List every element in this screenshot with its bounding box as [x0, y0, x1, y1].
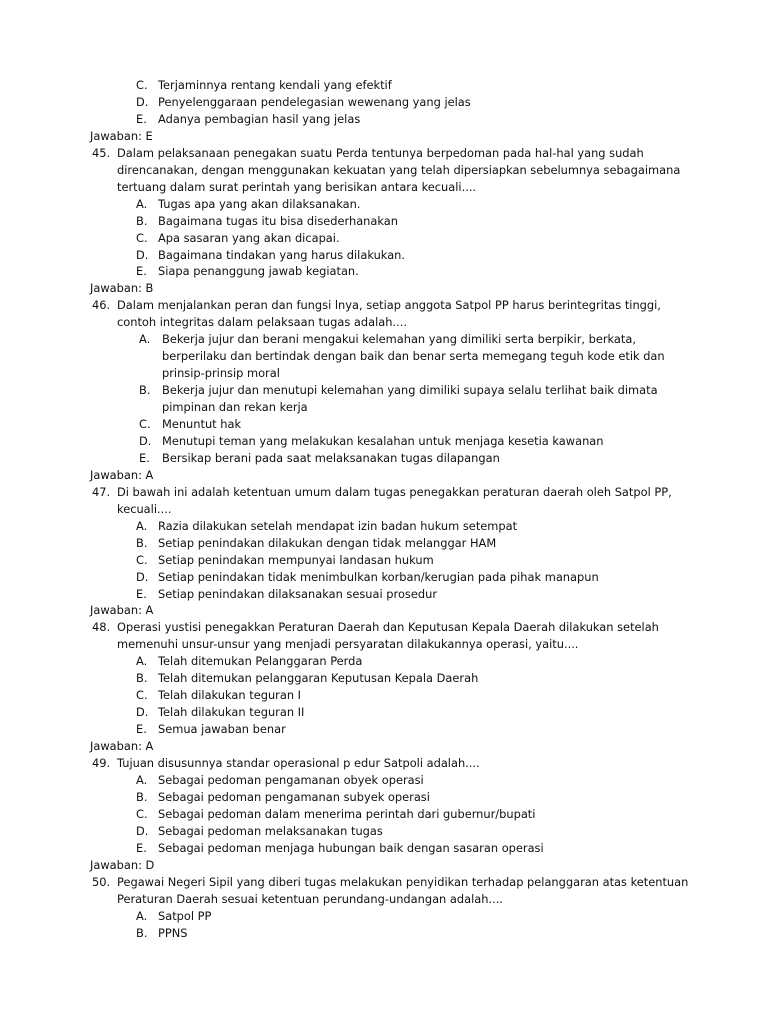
question-number: 46. — [92, 298, 111, 313]
option-text: Penyelenggaraan pendelegasian wewenang yang jelas — [158, 94, 471, 109]
option-letter: C. — [139, 417, 151, 431]
option-text: Telah dilakukan teguran II — [158, 705, 305, 720]
option-letter: A. — [136, 908, 148, 923]
option-letter: D. — [136, 569, 149, 584]
question-text: Dalam pelaksanaan penegakan suatu Perda tentunya berpedoman pada hal-hal yang sudah — [117, 145, 644, 160]
option-text: Razia dilakukan setelah mendapat izin badan hukum setempat — [158, 518, 518, 533]
answer-key: Jawaban: E — [90, 128, 153, 143]
answer-key: Jawaban: B — [90, 281, 154, 296]
option-text: Menuntut hak — [162, 417, 242, 431]
question-text: Di bawah ini adalah ketentuan umum dalam tugas penegakkan peraturan daerah oleh Satpol PP, — [117, 484, 672, 499]
option-letter: C. — [136, 552, 148, 567]
option-letter: E. — [136, 586, 147, 601]
option-letter: B. — [136, 789, 148, 804]
option-text: Siapa penanggung jawab kegiatan. — [158, 264, 359, 279]
option-letter: D. — [136, 823, 149, 838]
option-letter: C. — [136, 806, 148, 821]
option-text: Telah ditemukan Pelanggaran Perda — [158, 654, 363, 669]
answer-key: Jawaban: A — [90, 739, 154, 754]
option-letter: B. — [139, 383, 151, 398]
answer-key: Jawaban: A — [90, 603, 154, 618]
option-text: Bekerja jujur dan berani mengakui kelemahan yang dimiliki serta berpikir, berkata, — [162, 332, 636, 347]
option-text: Setiap penindakan mempunyai landasan hukum — [158, 552, 434, 567]
option-text: Telah dilakukan teguran I — [158, 688, 302, 703]
question-text: Tujuan disusunnya standar operasional p edur Satpoli adalah.... — [117, 756, 480, 770]
option-letter: D. — [136, 247, 149, 262]
option-letter: A. — [139, 332, 151, 347]
option-text: Semua jawaban benar — [158, 722, 286, 737]
option-text: Bekerja jujur dan menutupi kelemahan yang dimiliki supaya selalu terlihat baik dimata — [162, 383, 658, 398]
option-text: Menutupi teman yang melakukan kesalahan untuk menjaga kesetia kawanan — [162, 433, 604, 448]
question-number: 50. — [92, 874, 111, 889]
answer-key: Jawaban: A — [90, 467, 154, 482]
question-text: Dalam menjalankan peran dan fungsi lnya, setiap anggota Satpol PP harus berintegritas tinggi, — [117, 298, 661, 313]
option-letter: D. — [139, 433, 152, 448]
option-text: Adanya pembagian hasil yang jelas — [158, 111, 361, 126]
option-text: Sebagai pedoman melaksanakan tugas — [158, 823, 383, 838]
option-letter: B. — [136, 213, 148, 228]
option-text: Bersikap berani pada saat melaksanakan tugas dilapangan — [162, 450, 500, 465]
option-text: Setiap penindakan tidak menimbulkan korban/kerugian pada pihak manapun — [158, 569, 599, 584]
option-letter: E. — [136, 111, 147, 126]
option-text: Sebagai pedoman dalam menerima perintah dari gubernur/bupati — [158, 806, 536, 821]
option-letter: E. — [139, 450, 150, 465]
question-number: 47. — [92, 484, 111, 499]
option-text: Sebagai pedoman pengamanan subyek operasi — [158, 789, 430, 804]
option-text: Apa sasaran yang akan dicapai. — [158, 230, 340, 245]
option-text: Bagaimana tindakan yang harus dilakukan. — [158, 247, 406, 262]
question-number: 48. — [92, 620, 111, 635]
question-number: 49. — [92, 756, 111, 770]
answer-key: Jawaban: D — [90, 857, 155, 872]
option-letter: D. — [136, 94, 149, 109]
question-number: 45. — [92, 145, 111, 160]
option-letter: B. — [136, 535, 148, 550]
option-text: Bagaimana tugas itu bisa disederhanakan — [158, 213, 398, 228]
option-text: Satpol PP — [158, 908, 212, 923]
option-letter: A. — [136, 518, 148, 533]
option-text: Sebagai pedoman pengamanan obyek operasi — [158, 772, 424, 787]
question-text: contoh integritas dalam pelaksaan tugas adalah.... — [117, 315, 407, 330]
question-text: direncanakan, dengan menggunakan kekuatan yang telah dipersiapkan sebelumnya sebagaimana — [117, 162, 681, 177]
option-text: Terjaminnya rentang kendali yang efektif — [158, 78, 392, 92]
option-letter: D. — [136, 705, 149, 720]
option-letter: B. — [136, 925, 148, 940]
option-letter: C. — [136, 688, 148, 703]
option-text: prinsip-prinsip moral — [162, 366, 280, 381]
option-text: PPNS — [158, 925, 188, 940]
option-text: Setiap penindakan dilaksanakan sesuai prosedur — [158, 586, 438, 601]
question-text: kecuali.... — [117, 501, 172, 516]
option-letter: B. — [136, 671, 148, 686]
option-letter: C. — [136, 78, 148, 92]
option-letter: A. — [136, 772, 148, 787]
option-letter: E. — [136, 722, 147, 737]
option-text: Telah ditemukan pelanggaran Keputusan Kepala Daerah — [158, 671, 479, 686]
option-text: berperilaku dan bertindak dengan baik dan benar serta memegang teguh kode etik dan — [162, 349, 665, 364]
option-letter: A. — [136, 196, 148, 211]
option-letter: A. — [136, 654, 148, 669]
option-letter: C. — [136, 230, 148, 245]
option-text: Tugas apa yang akan dilaksanakan. — [158, 196, 361, 211]
option-letter: E. — [136, 264, 147, 279]
question-text: tertuang dalam surat perintah yang berisikan antara kecuali.... — [117, 179, 477, 194]
question-text: Operasi yustisi penegakkan Peraturan Daerah dan Keputusan Kepala Daerah dilakukan setelah — [117, 620, 659, 635]
option-text: Setiap penindakan dilakukan dengan tidak melanggar HAM — [158, 535, 497, 550]
question-text: Pegawai Negeri Sipil yang diberi tugas melakukan penyidikan terhadap pelanggaran atas ketentuan — [117, 874, 689, 889]
question-text: Peraturan Daerah sesuai ketentuan perundang-undangan adalah.... — [117, 891, 503, 906]
option-text: Sebagai pedoman menjaga hubungan baik dengan sasaran operasi — [158, 840, 544, 855]
option-text: pimpinan dan rekan kerja — [162, 400, 308, 415]
question-text: memenuhi unsur-unsur yang menjadi persyaratan dilakukannya operasi, yaitu.... — [117, 637, 579, 652]
option-letter: E. — [136, 840, 147, 855]
